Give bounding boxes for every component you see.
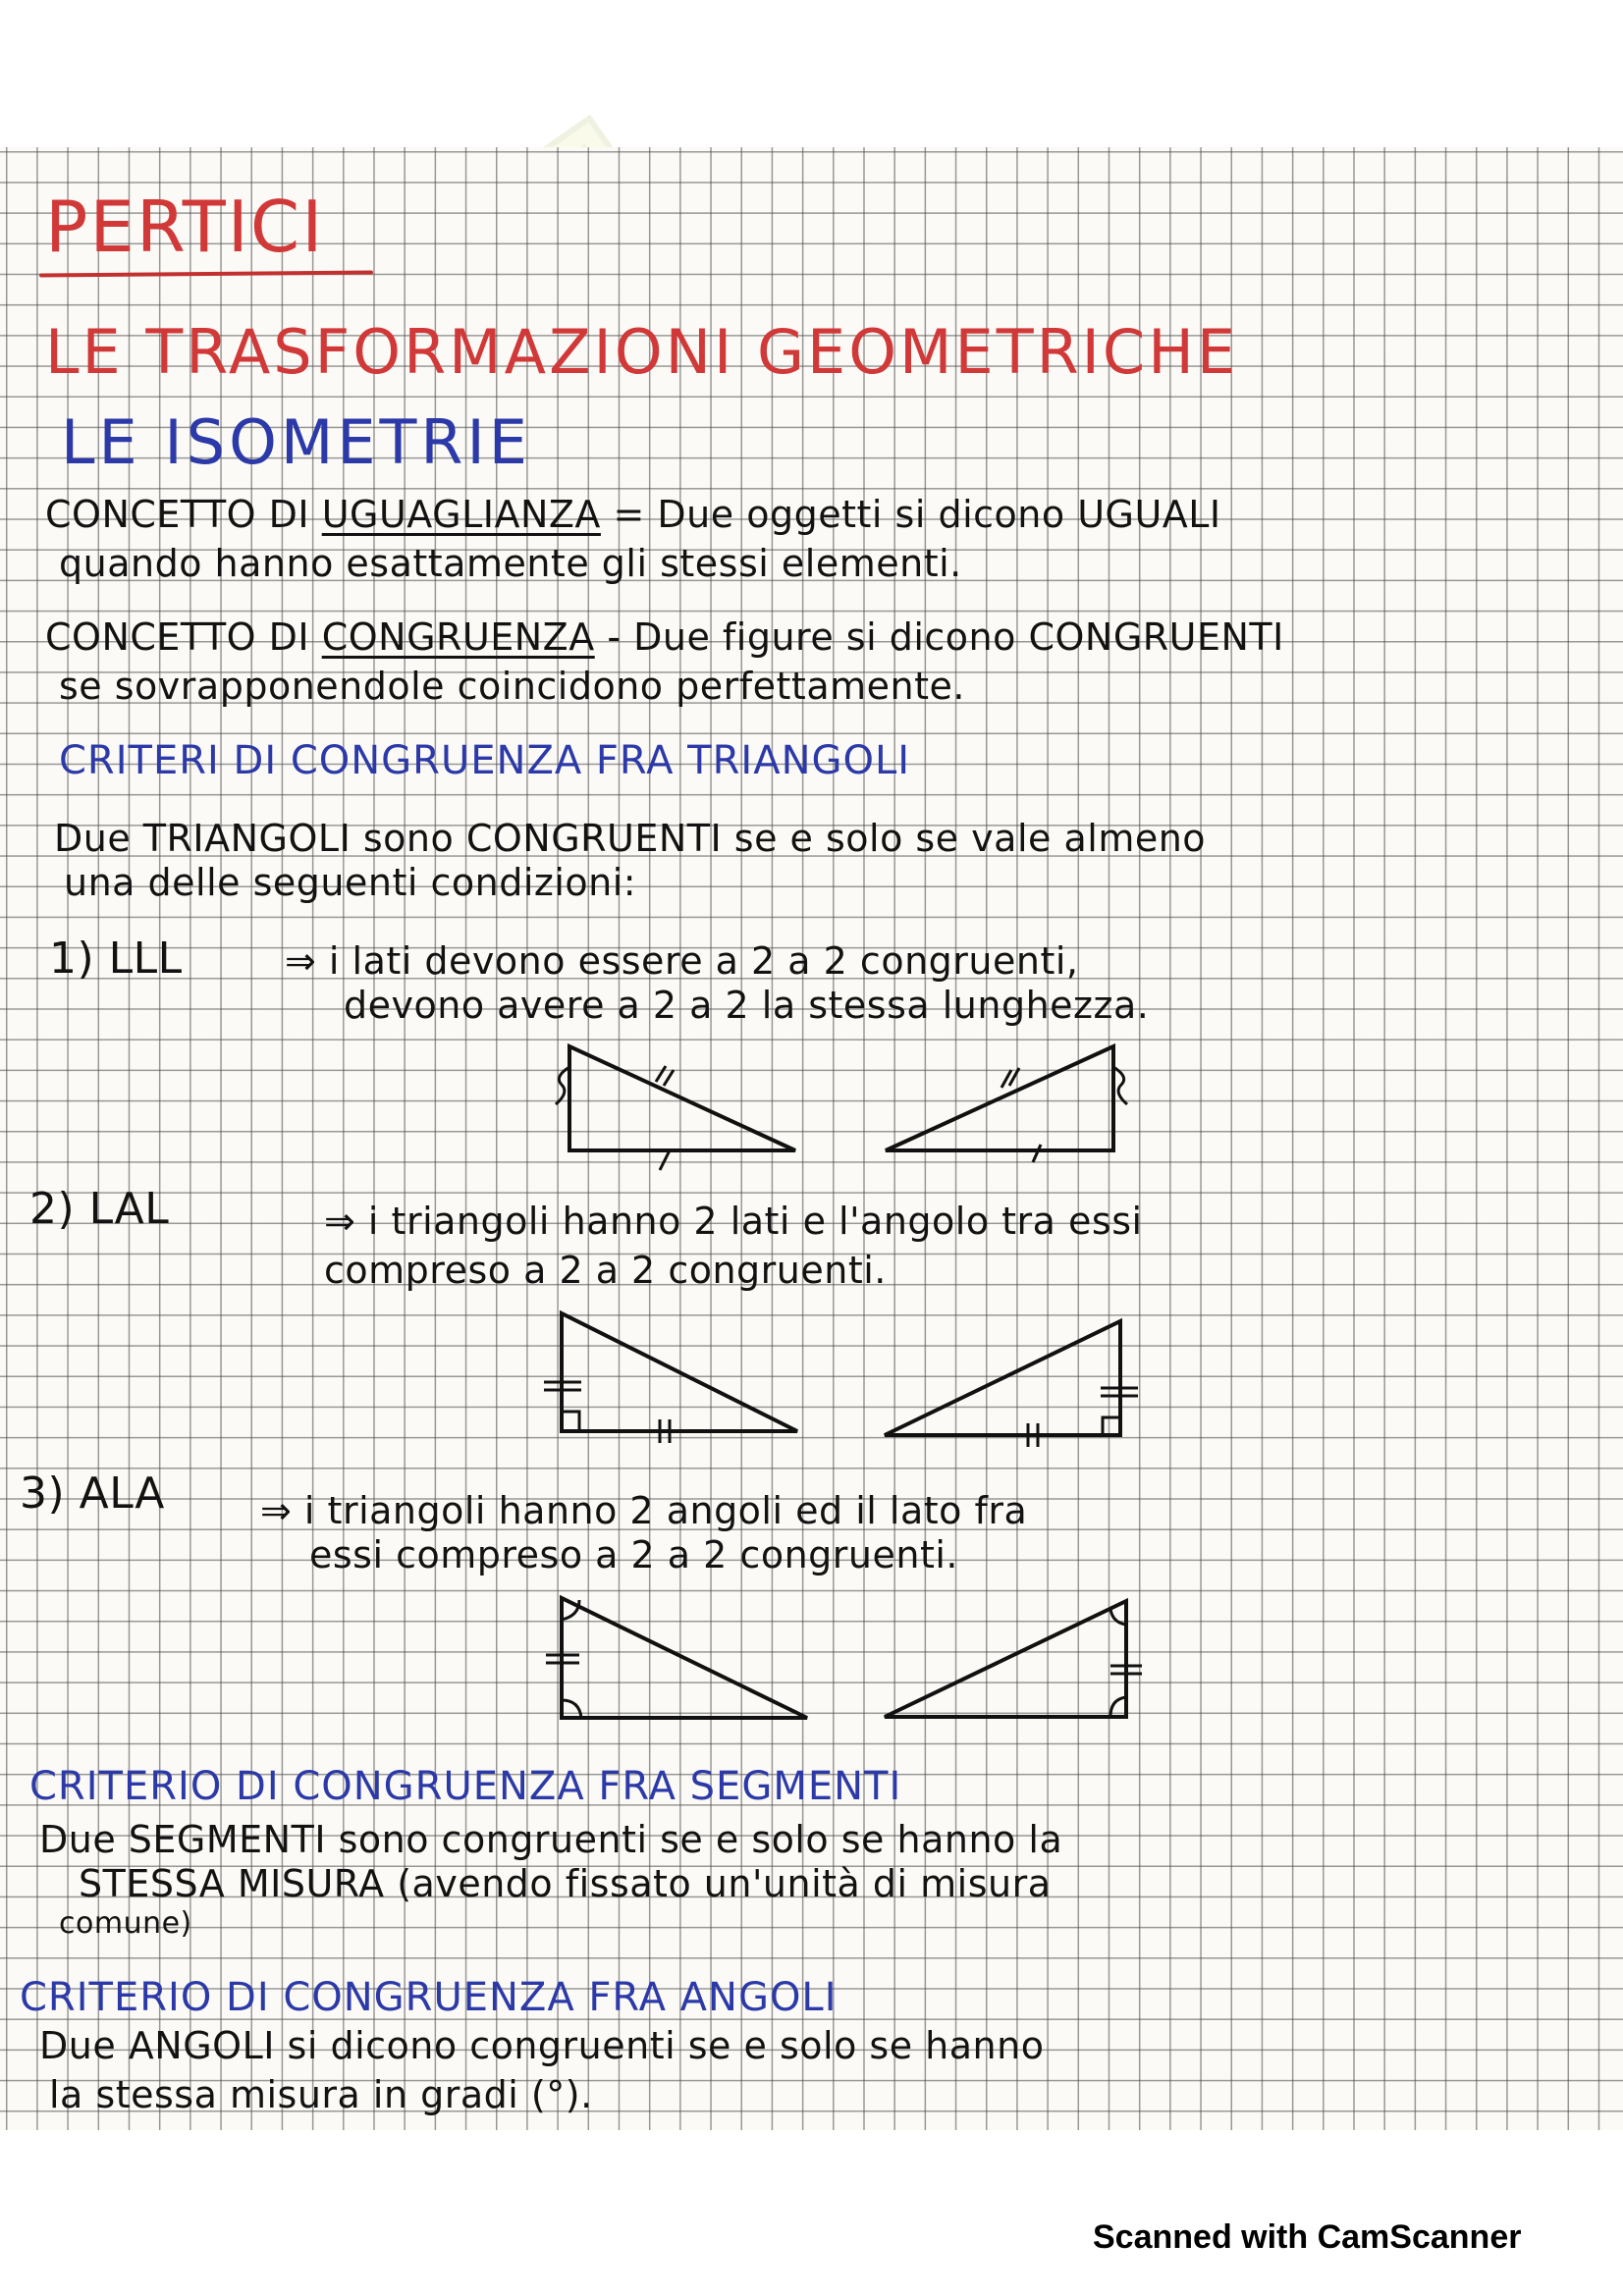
criteri-triangoli-heading: CRITERI DI CONGRUENZA FRA TRIANGOLI (59, 738, 911, 783)
criterio-lal-line1: ⇒ i triangoli hanno 2 lati e l'angolo tra essi (324, 1200, 1143, 1243)
concetto-uguaglianza-line1 (45, 493, 1221, 536)
page-title: PERTICI (45, 186, 325, 268)
criterio-segmenti-heading: CRITERIO DI CONGRUENZA FRA SEGMENTI (29, 1764, 902, 1809)
concetto-uguaglianza-term-underlined: UGUAGLIANZA (321, 493, 601, 536)
concetto-uguaglianza-line2: quando hanno esattamente gli stessi elementi. (59, 542, 962, 585)
criterio-ala-line2: essi compreso a 2 a 2 congruenti. (309, 1533, 958, 1576)
section-title-trasformazioni: LE TRASFORMAZIONI GEOMETRICHE (45, 316, 1239, 388)
ala-triangle-left (540, 1590, 815, 1728)
lal-triangle-right (879, 1315, 1134, 1453)
criterio-lll-line2: devono avere a 2 a 2 la stessa lunghezza. (344, 984, 1150, 1027)
concetto-congruenza-line1 (45, 615, 1284, 659)
criteri-triangoli-intro-line2: una delle seguenti condizioni: (64, 861, 637, 904)
lll-triangle-left (550, 1041, 805, 1158)
criterio-segmenti-line3: comune) (59, 1906, 192, 1941)
ala-triangle-right (879, 1595, 1144, 1728)
lal-triangle-left (540, 1306, 805, 1448)
criterio-angoli-heading: CRITERIO DI CONGRUENZA FRA ANGOLI (20, 1975, 838, 2020)
concetto-uguaglianza-term: CONCETTO DI (45, 493, 310, 536)
criterio-ala-label: 3) ALA (20, 1468, 165, 1519)
criterio-lal-line2: compreso a 2 a 2 congruenti. (324, 1249, 887, 1292)
criterio-segmenti-line2: STESSA MISURA (avendo fissato un'unità di misura (79, 1862, 1052, 1905)
criterio-lll-label: 1) LLL (49, 934, 183, 984)
concetto-congruenza-line2: se sovrapponendole coincidono perfettamente. (59, 665, 965, 708)
concetto-congruenza-term: CONCETTO DI (45, 615, 310, 659)
criterio-ala-line1: ⇒ i triangoli hanno 2 angoli ed il lato fra (260, 1489, 1028, 1532)
concetto-congruenza-definition: - Due figure si dicono CONGRUENTI (607, 615, 1284, 659)
criterio-angoli-line2: la stessa misura in gradi (°). (49, 2073, 593, 2116)
criterio-lll-line1: ⇒ i lati devono essere a 2 a 2 congruenti, (285, 939, 1079, 983)
lll-triangle-right (874, 1041, 1139, 1158)
criterio-segmenti-line1: Due SEGMENTI sono congruenti se e solo se hanno la (39, 1818, 1063, 1861)
criterio-lal-label: 2) LAL (29, 1184, 170, 1234)
camscanner-footer: Scanned with CamScanner (1093, 2218, 1522, 2256)
criteri-triangoli-intro-line1: Due TRIANGOLI sono CONGRUENTI se e solo se vale almeno (54, 817, 1207, 860)
concetto-uguaglianza-definition: = Due oggetti si dicono UGUALI (613, 493, 1221, 536)
concetto-congruenza-term-underlined: CONGRUENZA (321, 615, 595, 659)
criterio-angoli-line1: Due ANGOLI si dicono congruenti se e solo se hanno (39, 2024, 1045, 2067)
section-title-isometrie: LE ISOMETRIE (61, 406, 531, 478)
